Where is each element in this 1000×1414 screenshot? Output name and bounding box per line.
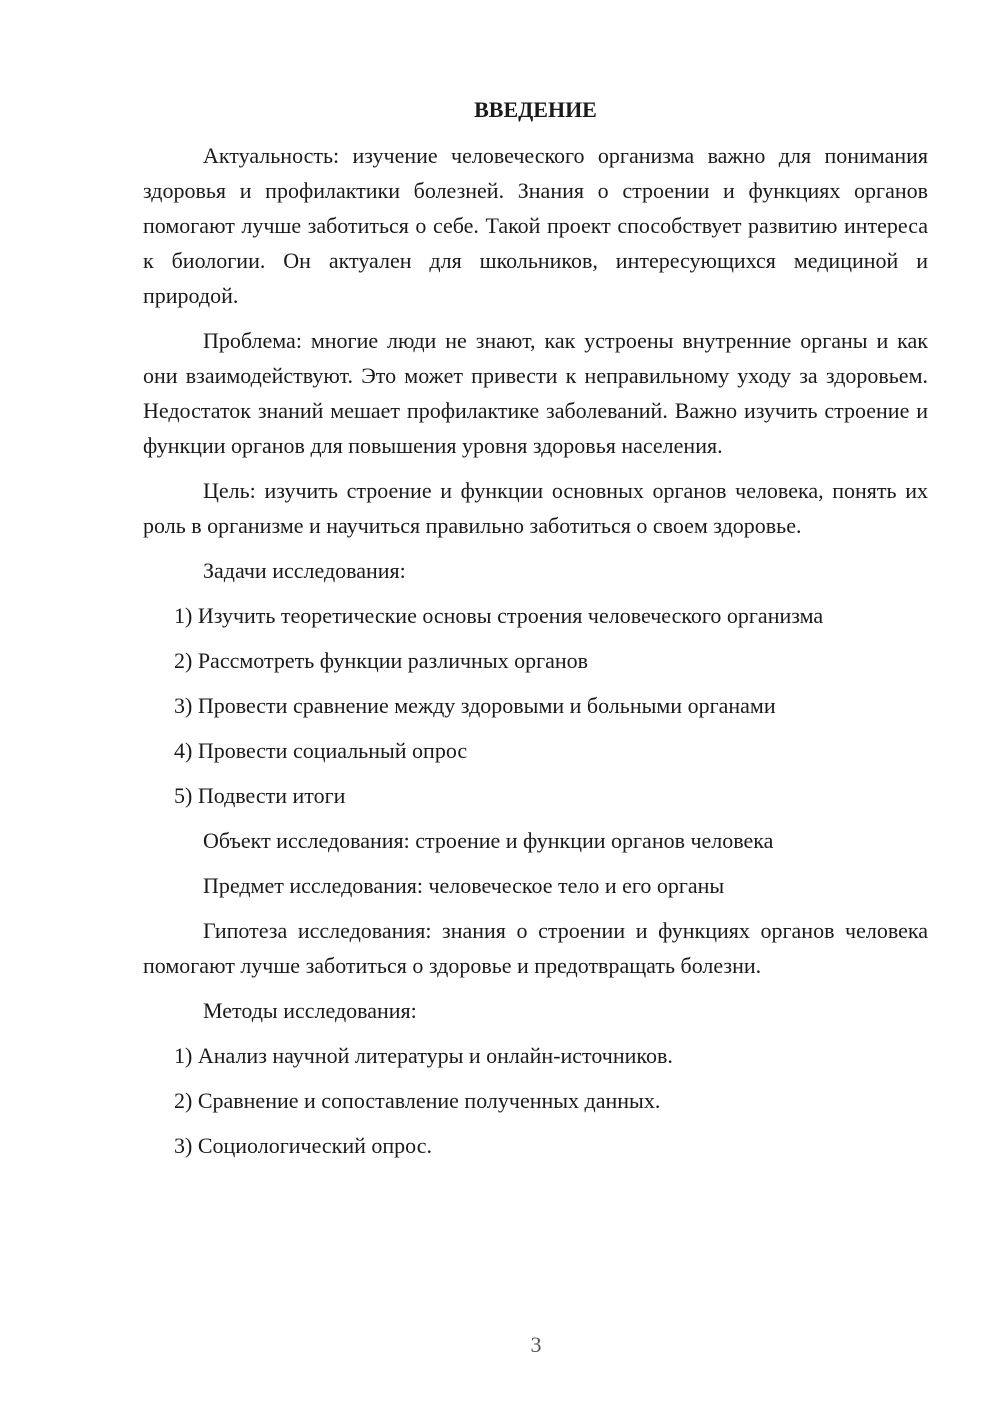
tasks-list (143, 598, 928, 813)
list-item: 3) Провести сравнение между здоровыми и больными органами (174, 693, 776, 718)
methods-list (143, 1038, 928, 1163)
object-line: Объект исследования: строение и функции органов человека (203, 828, 774, 853)
tasks-heading: Задачи исследования: (203, 558, 406, 583)
section-title: ВВЕДЕНИЕ (474, 97, 597, 122)
relevance-paragraph: Актуальность: изучение человеческого организма важно для понимания здоровья и профилактики болезней. Знания о строении и функциях органов помогают лучше заботиться о себе. Такой проект способствует развитию интереса к биологии. Он актуален для школьников, интересующихся медициной и природой. (143, 143, 928, 308)
goal-paragraph: Цель: изучить строение и функции основных органов человека, понять их роль в организме и научиться правильно заботиться о своем здоровье. (143, 478, 928, 538)
list-item: 4) Провести социальный опрос (174, 738, 468, 763)
list-item: 2) Рассмотреть функции различных органов (174, 648, 589, 673)
list-item: 3) Социологический опрос. (174, 1133, 432, 1158)
page-content (143, 92, 928, 1173)
hypothesis-paragraph: Гипотеза исследования: знания о строении и функциях органов человека помогают лучше заботиться о здоровье и предотвращать болезни. (143, 918, 928, 978)
methods-heading: Методы исследования: (203, 998, 417, 1023)
list-item: 1) Анализ научной литературы и онлайн-источников. (174, 1043, 673, 1068)
problem-paragraph: Проблема: многие люди не знают, как устроены внутренние органы и как они взаимодействуют. Это может привести к неправильному уходу за здоровьем. Недостаток знаний мешает профилактике заболеваний. Важно изучить строение и функции органов для повышения уровня здоровья населения. (143, 328, 928, 458)
list-item: 2) Сравнение и сопоставление полученных данных. (174, 1088, 661, 1113)
list-item: 1) Изучить теоретические основы строения человеческого организма (174, 603, 824, 628)
list-item: 5) Подвести итоги (174, 783, 346, 808)
subject-line: Предмет исследования: человеческое тело и его органы (203, 873, 725, 898)
page-number: 3 (530, 1332, 542, 1357)
